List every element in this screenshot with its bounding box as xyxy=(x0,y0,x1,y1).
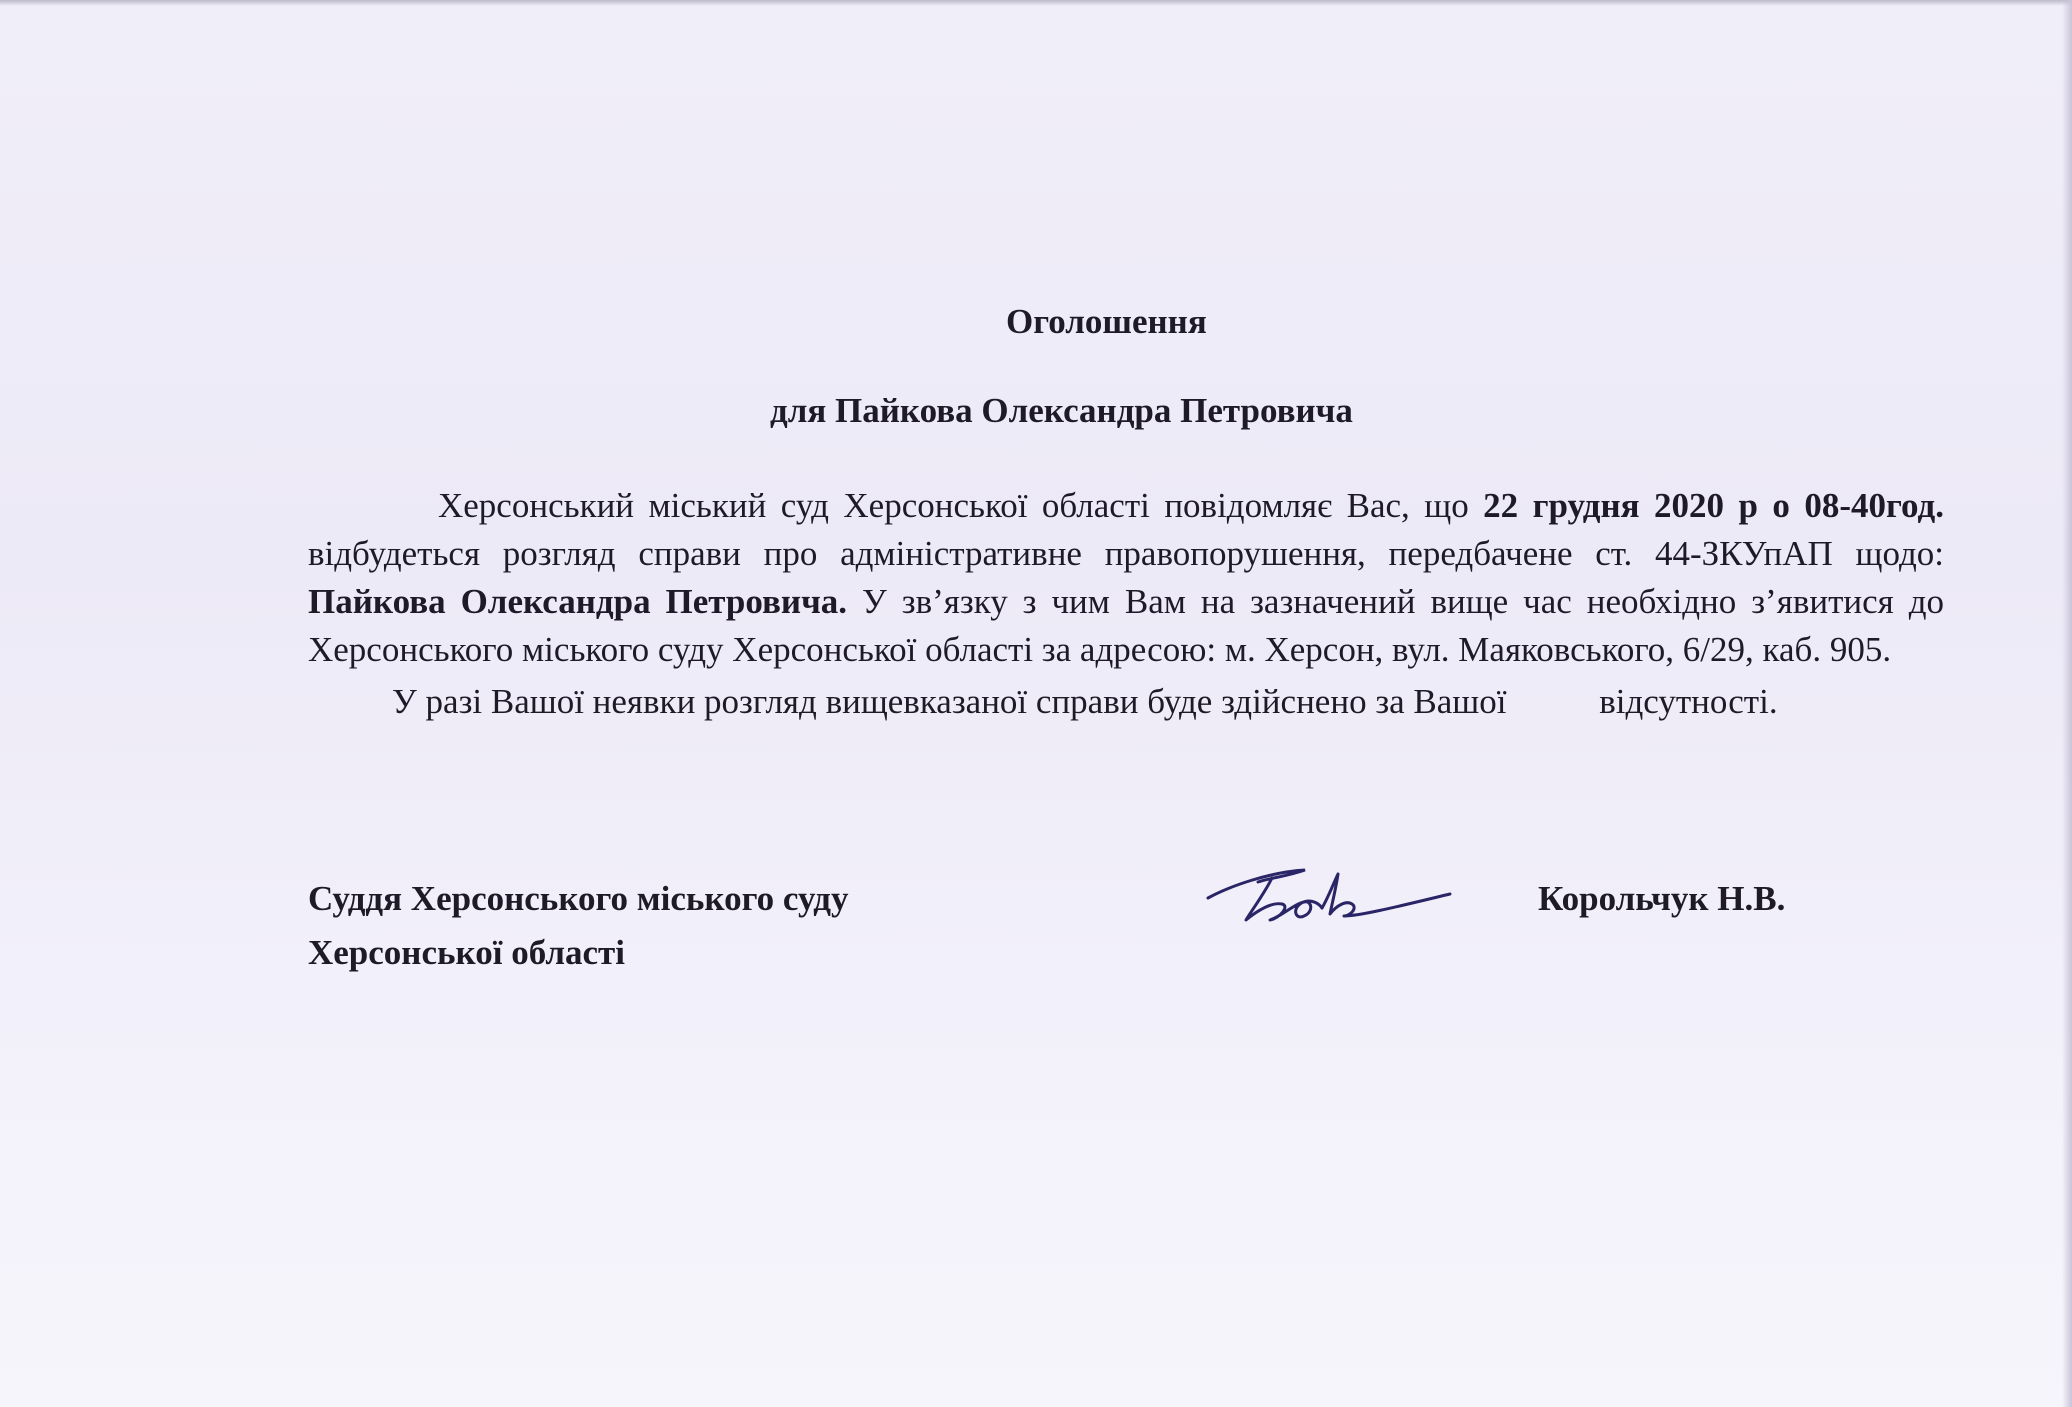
hearing-date: 22 грудня 2020 р о 08-40год. xyxy=(1483,486,1944,525)
paragraph-ending: У зв’язку з чим Вам на зазначений вище час необхідно з’явитися до Херсонського міського суду Херсонської області за адресою: м. Херсон, вул. Маяковського, 6/29, каб. 905. xyxy=(308,582,1944,669)
notice-paragraph-2 xyxy=(308,674,1944,726)
judge-name: Корольчук Н.В. xyxy=(1538,879,1786,918)
document-title: Оголошення xyxy=(1006,302,1207,341)
handwritten-signature-icon xyxy=(1200,858,1460,938)
document-subtitle: для Пайкова Олександра Петровича xyxy=(770,391,1353,430)
paragraph2-last: відсутності. xyxy=(1599,682,1778,721)
judge-position-line-1: Суддя Херсонського міського суду xyxy=(308,879,849,918)
notice-body xyxy=(308,482,1944,726)
notice-paragraph-1 xyxy=(308,482,1944,674)
judge-position xyxy=(308,872,848,980)
paragraph2-text: У разі Вашої неявки розгляд вищевказаної справи буде здійснено за Вашої xyxy=(392,682,1516,721)
judge-position-line-2: Херсонської області xyxy=(308,933,625,972)
paper-right-edge xyxy=(2062,0,2072,1407)
paragraph-intro: Херсонський міський суд Херсонської області повідомляє Вас, що xyxy=(438,486,1484,525)
paper-top-shadow xyxy=(0,0,2072,6)
defendant-name: Пайкова Олександра Петровича. xyxy=(308,582,848,621)
paragraph-middle: відбудеться розгляд справи про адміністративне правопорушення, передбачене ст. 44-ЗКУпАП щодо: xyxy=(308,534,1944,573)
